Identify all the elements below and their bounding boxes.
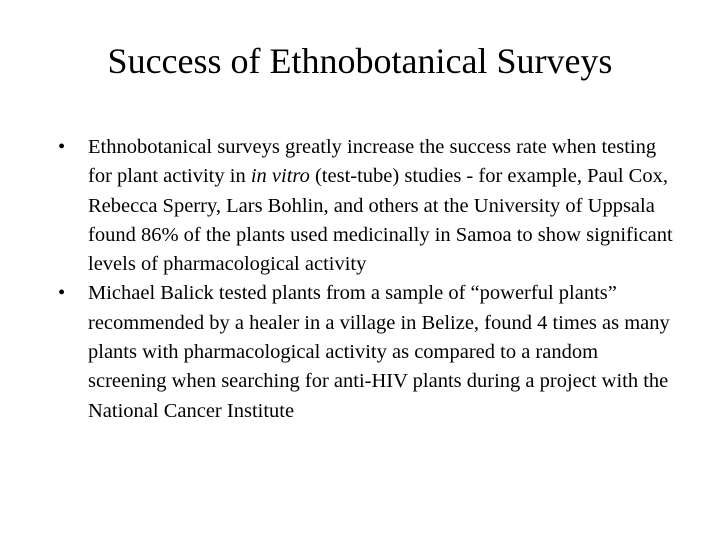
bullet-marker: •: [58, 136, 66, 158]
bullet-list: [58, 133, 678, 426]
bullet-item-michael-balick: [58, 279, 678, 425]
slide-title: Success of Ethnobotanical Surveys: [107, 41, 613, 81]
bullet-text-italic: in vitro: [250, 165, 310, 188]
bullet-text-end: (test-tube) studies - for example, Paul Cox, Rebecca Sperry, Lars Bohlin, and others at the University of Uppsala found 86% of the plants used medicinally in Samoa to show significant levels of pharmacological activity: [88, 165, 673, 276]
bullet-marker: •: [58, 282, 66, 305]
bullet-text-start: Ethnobotanical surveys greatly increase the success rate when testing for plant activity in: [88, 136, 657, 188]
bullet-text: Michael Balick tested plants from a sample of “powerful plants” recommended by a healer in a village in Belize, found 4 times as many plants with pharmacological activity as compared to a random screening when searching for anti-HIV plants during a project with the National Cancer Institute: [88, 282, 670, 422]
bullet-item-ethnobotanical-surveys: [58, 133, 678, 279]
